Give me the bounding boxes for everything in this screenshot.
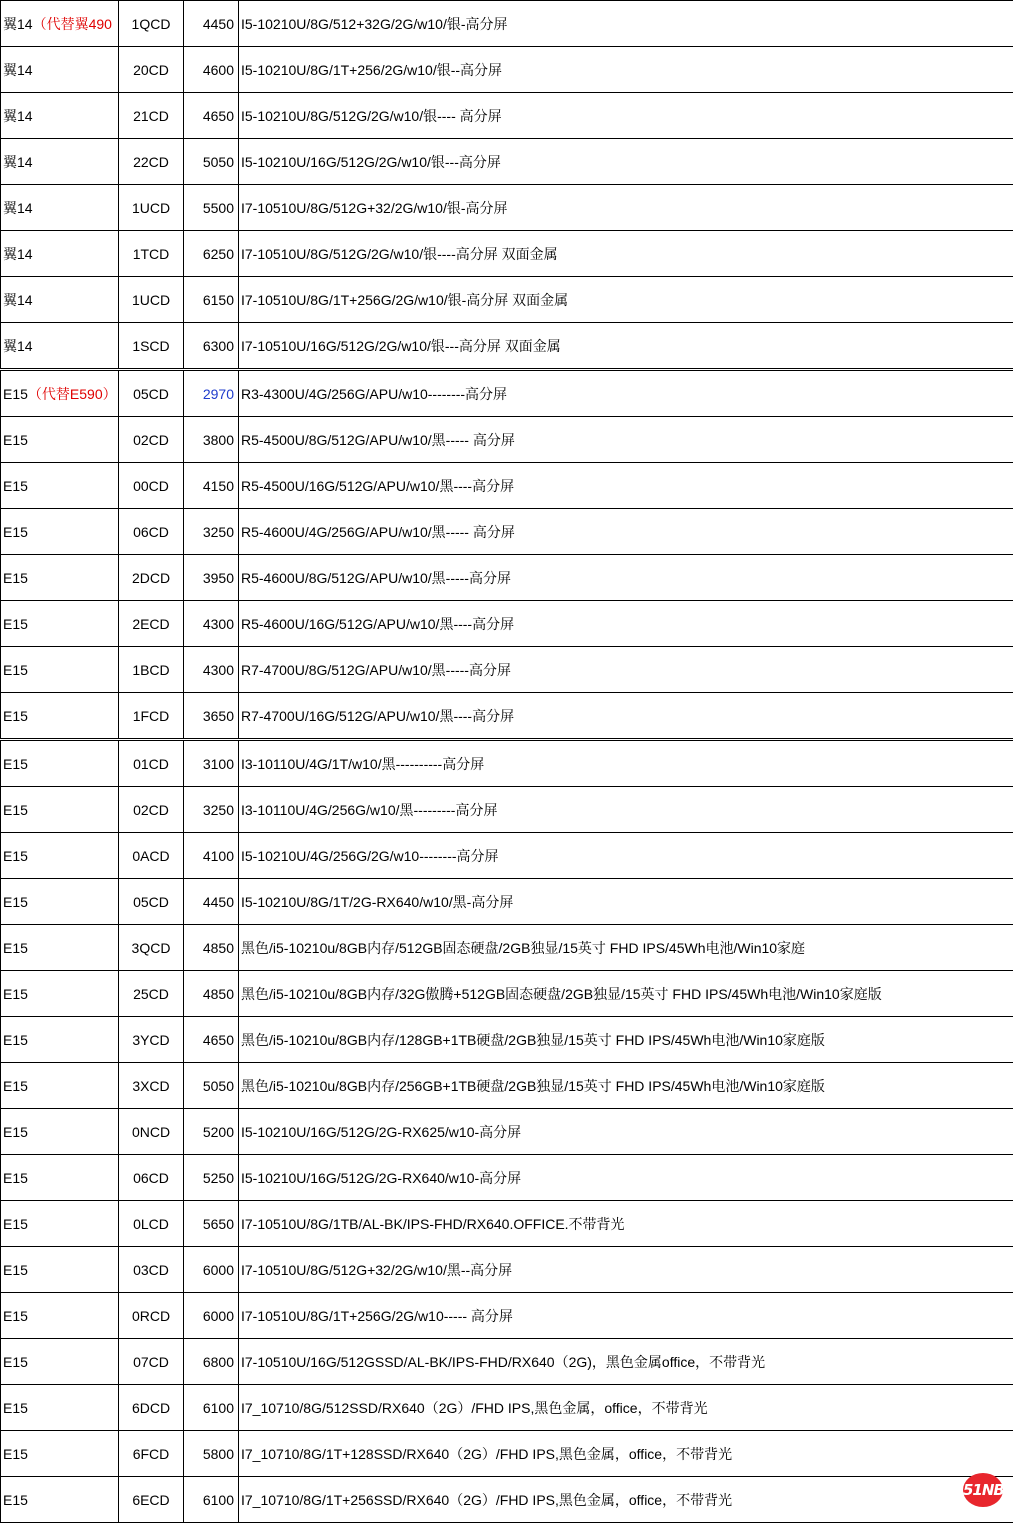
cell-price: 4100 [184,833,239,879]
cell-model [1,139,119,185]
cell-price: 4650 [184,1017,239,1063]
cell-code: 20CD [119,47,184,93]
model-replacement-note: （代替翼490 [33,16,112,32]
cell-model [1,231,119,277]
cell-code: 0LCD [119,1201,184,1247]
cell-price: 5800 [184,1431,239,1477]
model-name: E15 [3,662,28,678]
cell-price: 6250 [184,231,239,277]
model-name: E15 [3,386,28,402]
cell-model [1,787,119,833]
table-row [1,231,1013,277]
cell-spec: R7-4700U/16G/512G/APU/w10/黑----高分屏 [239,693,1013,740]
table-row [1,1247,1013,1293]
cell-price: 6100 [184,1477,239,1523]
table-row [1,185,1013,231]
cell-price: 4850 [184,971,239,1017]
cell-model [1,1293,119,1339]
cell-price: 3100 [184,740,239,787]
cell-price: 4450 [184,1,239,47]
cell-code: 1SCD [119,323,184,370]
cell-spec: R5-4500U/8G/512G/APU/w10/黑----- 高分屏 [239,417,1013,463]
table-row [1,509,1013,555]
table-row [1,740,1013,787]
table-row [1,47,1013,93]
cell-spec: I5-10210U/16G/512G/2G-RX625/w10-高分屏 [239,1109,1013,1155]
cell-model [1,93,119,139]
table-row [1,693,1013,740]
cell-spec: I7-10510U/8G/1TB/AL-BK/IPS-FHD/RX640.OFFICE.不带背光 [239,1201,1013,1247]
model-name: E15 [3,802,28,818]
cell-model [1,47,119,93]
cell-spec: I7-10510U/8G/512G/2G/w10/银----高分屏 双面金属 [239,231,1013,277]
logo-51nb: 51NB [963,1473,1003,1507]
cell-spec: R7-4700U/8G/512G/APU/w10/黑-----高分屏 [239,647,1013,693]
table-row [1,647,1013,693]
cell-spec: R5-4600U/8G/512G/APU/w10/黑-----高分屏 [239,555,1013,601]
model-name: E15 [3,432,28,448]
cell-model [1,1477,119,1523]
cell-code: 05CD [119,370,184,417]
cell-spec: I5-10210U/4G/256G/2G/w10--------高分屏 [239,833,1013,879]
cell-spec: 黑色/i5-10210u/8GB内存/128GB+1TB硬盘/2GB独显/15英寸 FHD IPS/45Wh电池/Win10家庭版 [239,1017,1013,1063]
cell-model [1,647,119,693]
cell-spec: I7-10510U/16G/512GSSD/AL-BK/IPS-FHD/RX640（2G)，黑色金属office，不带背光 [239,1339,1013,1385]
cell-model [1,185,119,231]
model-name: E15 [3,756,28,772]
cell-price: 5200 [184,1109,239,1155]
model-name: E15 [3,616,28,632]
model-name: E15 [3,1032,28,1048]
cell-price: 6800 [184,1339,239,1385]
cell-spec: I7-10510U/8G/512G+32/2G/w10/银-高分屏 [239,185,1013,231]
cell-model [1,1339,119,1385]
cell-code: 3QCD [119,925,184,971]
cell-model [1,1431,119,1477]
cell-spec: 黑色/i5-10210u/8GB内存/256GB+1TB硬盘/2GB独显/15英寸 FHD IPS/45Wh电池/Win10家庭版 [239,1063,1013,1109]
model-replacement-note: （代替E590） [28,386,117,402]
cell-price: 4300 [184,647,239,693]
cell-code: 6FCD [119,1431,184,1477]
cell-model [1,1155,119,1201]
model-name: E15 [3,848,28,864]
cell-price: 4650 [184,93,239,139]
cell-spec: I7_10710/8G/1T+256SSD/RX640（2G）/FHD IPS,黑色金属，office，不带背光 [239,1477,1013,1523]
model-name: 翼14 [3,62,33,78]
cell-spec: I7-10510U/8G/512G+32/2G/w10/黑--高分屏 [239,1247,1013,1293]
cell-spec: I5-10210U/8G/512G/2G/w10/银---- 高分屏 [239,93,1013,139]
cell-code: 6ECD [119,1477,184,1523]
cell-spec: R5-4500U/16G/512G/APU/w10/黑----高分屏 [239,463,1013,509]
cell-code: 1FCD [119,693,184,740]
cell-spec: I5-10210U/16G/512G/2G-RX640/w10-高分屏 [239,1155,1013,1201]
model-name: E15 [3,986,28,1002]
cell-spec: R5-4600U/4G/256G/APU/w10/黑----- 高分屏 [239,509,1013,555]
cell-price: 3250 [184,509,239,555]
cell-price: 5050 [184,1063,239,1109]
table-row [1,1385,1013,1431]
table-row [1,139,1013,185]
cell-spec: I7-10510U/8G/1T+256G/2G/w10----- 高分屏 [239,1293,1013,1339]
table-row [1,323,1013,370]
cell-model [1,1201,119,1247]
cell-price: 6100 [184,1385,239,1431]
cell-code: 1UCD [119,185,184,231]
cell-price: 4300 [184,601,239,647]
table-row [1,833,1013,879]
model-name: E15 [3,1170,28,1186]
cell-price: 3650 [184,693,239,740]
cell-model [1,1017,119,1063]
cell-code: 1TCD [119,231,184,277]
table-row [1,879,1013,925]
cell-spec: R5-4600U/16G/512G/APU/w10/黑----高分屏 [239,601,1013,647]
table-row [1,1017,1013,1063]
cell-code: 22CD [119,139,184,185]
cell-spec: I5-10210U/16G/512G/2G/w10/银---高分屏 [239,139,1013,185]
cell-code: 25CD [119,971,184,1017]
model-name: 翼14 [3,292,33,308]
cell-price: 3950 [184,555,239,601]
cell-price: 4600 [184,47,239,93]
cell-code: 0NCD [119,1109,184,1155]
table-row [1,787,1013,833]
cell-price: 5050 [184,139,239,185]
cell-model [1,1385,119,1431]
model-name: 翼14 [3,246,33,262]
model-name: 翼14 [3,338,33,354]
cell-code: 03CD [119,1247,184,1293]
table-row [1,1155,1013,1201]
cell-code: 2DCD [119,555,184,601]
table-row [1,1293,1013,1339]
cell-price: 4450 [184,879,239,925]
cell-model [1,740,119,787]
cell-code: 0ACD [119,833,184,879]
cell-spec: R3-4300U/4G/256G/APU/w10--------高分屏 [239,370,1013,417]
cell-price: 5650 [184,1201,239,1247]
model-name: E15 [3,708,28,724]
cell-code: 21CD [119,93,184,139]
cell-spec: I7-10510U/8G/1T+256G/2G/w10/银-高分屏 双面金属 [239,277,1013,323]
cell-model [1,555,119,601]
table-row [1,555,1013,601]
cell-spec: I5-10210U/8G/1T/2G-RX640/w10/黑-高分屏 [239,879,1013,925]
cell-code: 06CD [119,1155,184,1201]
model-name: E15 [3,1308,28,1324]
model-name: 翼14 [3,16,33,32]
cell-code: 00CD [119,463,184,509]
cell-price: 2970 [184,370,239,417]
model-name: E15 [3,478,28,494]
model-name: E15 [3,1216,28,1232]
table-row [1,1109,1013,1155]
cell-spec: I5-10210U/8G/1T+256/2G/w10/银--高分屏 [239,47,1013,93]
model-name: E15 [3,1078,28,1094]
cell-model [1,463,119,509]
model-name: E15 [3,1446,28,1462]
cell-model [1,879,119,925]
cell-price: 6000 [184,1247,239,1293]
cell-model [1,1063,119,1109]
model-name: E15 [3,940,28,956]
cell-model [1,925,119,971]
cell-spec: I3-10110U/4G/1T/w10/黑----------高分屏 [239,740,1013,787]
table-row [1,601,1013,647]
cell-code: 2ECD [119,601,184,647]
cell-code: 02CD [119,417,184,463]
cell-model [1,277,119,323]
cell-model [1,1247,119,1293]
table-row [1,463,1013,509]
cell-model [1,417,119,463]
cell-price: 3250 [184,787,239,833]
cell-spec: I3-10110U/4G/256G/w10/黑---------高分屏 [239,787,1013,833]
table-row [1,370,1013,417]
model-name: E15 [3,1124,28,1140]
table-row [1,971,1013,1017]
cell-code: 3YCD [119,1017,184,1063]
cell-price: 4850 [184,925,239,971]
cell-price: 6000 [184,1293,239,1339]
model-name: 翼14 [3,154,33,170]
model-name: E15 [3,1492,28,1508]
table-row [1,1063,1013,1109]
table-row [1,417,1013,463]
cell-spec: 黑色/i5-10210u/8GB内存/512GB固态硬盘/2GB独显/15英寸 FHD IPS/45Wh电池/Win10家庭 [239,925,1013,971]
cell-model [1,1,119,47]
model-name: E15 [3,1400,28,1416]
cell-code: 02CD [119,787,184,833]
cell-price: 6150 [184,277,239,323]
table-row [1,1201,1013,1247]
cell-spec: I7_10710/8G/1T+128SSD/RX640（2G）/FHD IPS,黑色金属，office，不带背光 [239,1431,1013,1477]
table-row [1,277,1013,323]
model-name: E15 [3,894,28,910]
model-name: E15 [3,570,28,586]
table-row [1,1477,1013,1523]
cell-code: 0RCD [119,1293,184,1339]
cell-spec: I7-10510U/16G/512G/2G/w10/银---高分屏 双面金属 [239,323,1013,370]
table-row [1,1431,1013,1477]
model-name: E15 [3,524,28,540]
cell-code: 3XCD [119,1063,184,1109]
cell-price: 6300 [184,323,239,370]
cell-code: 07CD [119,1339,184,1385]
cell-model [1,693,119,740]
cell-price: 4150 [184,463,239,509]
table-row [1,1,1013,47]
cell-model [1,323,119,370]
cell-model [1,833,119,879]
model-name: E15 [3,1354,28,1370]
cell-code: 1UCD [119,277,184,323]
model-name: 翼14 [3,200,33,216]
cell-model [1,971,119,1017]
cell-code: 01CD [119,740,184,787]
cell-spec: I5-10210U/8G/512+32G/2G/w10/银-高分屏 [239,1,1013,47]
cell-code: 05CD [119,879,184,925]
model-name: 翼14 [3,108,33,124]
cell-code: 1QCD [119,1,184,47]
cell-code: 6DCD [119,1385,184,1431]
cell-model [1,509,119,555]
cell-model [1,601,119,647]
cell-price: 5500 [184,185,239,231]
cell-price: 5250 [184,1155,239,1201]
cell-spec: I7_10710/8G/512SSD/RX640（2G）/FHD IPS,黑色金属，office，不带背光 [239,1385,1013,1431]
cell-price: 3800 [184,417,239,463]
table-row [1,925,1013,971]
table-row [1,93,1013,139]
table-row [1,1339,1013,1385]
cell-model [1,370,119,417]
price-table-body [1,1,1013,1523]
model-name: E15 [3,1262,28,1278]
cell-spec: 黑色/i5-10210u/8GB内存/32G傲腾+512GB固态硬盘/2GB独显/15英寸 FHD IPS/45Wh电池/Win10家庭版 [239,971,1013,1017]
cell-code: 06CD [119,509,184,555]
cell-code: 1BCD [119,647,184,693]
cell-model [1,1109,119,1155]
